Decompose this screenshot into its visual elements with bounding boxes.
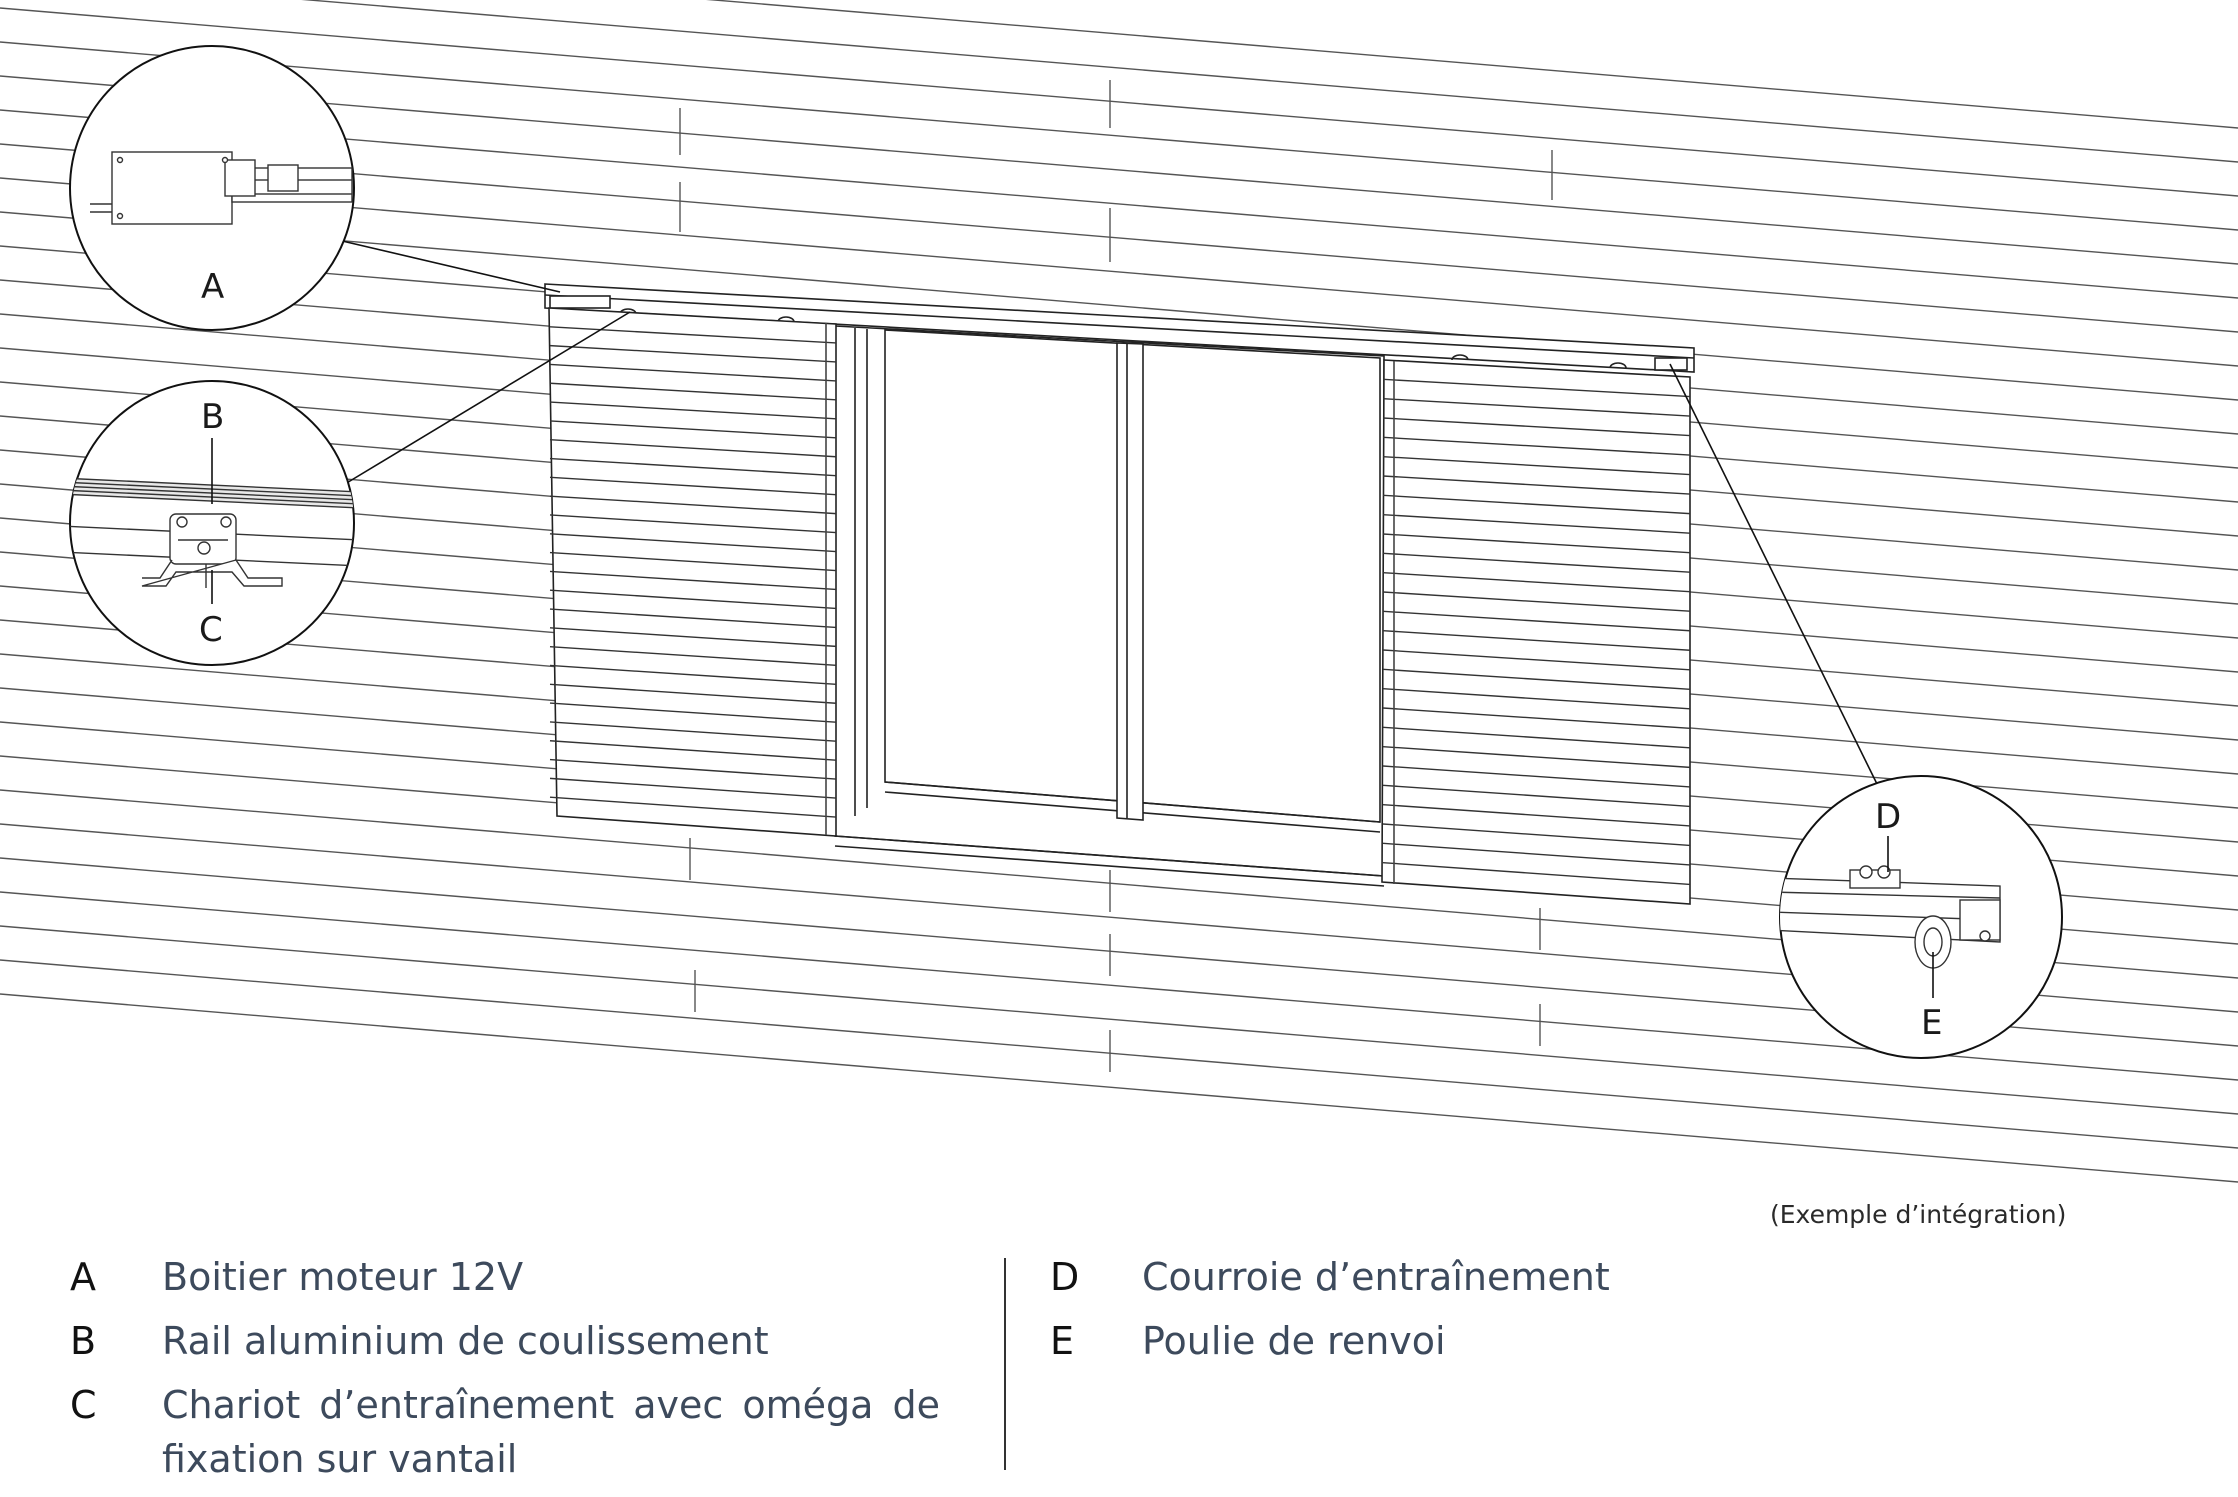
legend-key: B bbox=[70, 1319, 97, 1363]
callout-label-d: D bbox=[1875, 797, 1902, 837]
legend-key: A bbox=[70, 1255, 96, 1299]
motor-box bbox=[112, 152, 232, 224]
window-assembly bbox=[545, 284, 1694, 904]
legend-item-b bbox=[70, 1314, 940, 1368]
legend-item-e bbox=[1050, 1314, 1950, 1368]
legend-text: Courroie d’entraînement bbox=[1142, 1255, 1610, 1299]
legend-text: Boitier moteur 12V bbox=[162, 1255, 524, 1299]
legend-text: Rail aluminium de coulissement bbox=[162, 1319, 769, 1363]
legend-item-c bbox=[70, 1378, 940, 1486]
legend-key: E bbox=[1050, 1319, 1075, 1363]
legend-item-d bbox=[1050, 1250, 1950, 1304]
legend-text: Poulie de renvoi bbox=[1142, 1319, 1446, 1363]
wall-board-line bbox=[0, 0, 2238, 128]
legend-divider bbox=[1004, 1258, 1006, 1470]
legend-text: Chariot d’entraînement avec oméga de fixation sur vantail bbox=[162, 1383, 940, 1481]
callout-label-c: C bbox=[199, 610, 223, 650]
window-mullion bbox=[1117, 343, 1143, 820]
detail-circle-de bbox=[1770, 776, 2062, 1058]
callout-label-e: E bbox=[1921, 1003, 1943, 1043]
legend-item-a bbox=[70, 1250, 940, 1304]
legend-left bbox=[70, 1250, 940, 1496]
callout-label-b: B bbox=[201, 397, 225, 437]
callout-label-a: A bbox=[201, 267, 225, 307]
drive-belt bbox=[1850, 870, 1900, 888]
legend-key: D bbox=[1050, 1255, 1080, 1299]
detail-circle-bc bbox=[60, 381, 360, 665]
legend-right bbox=[1050, 1250, 1950, 1378]
detail-circle-a bbox=[70, 46, 354, 330]
integration-caption: (Exemple d’intégration) bbox=[1770, 1200, 2067, 1229]
legend-key: C bbox=[70, 1383, 97, 1427]
